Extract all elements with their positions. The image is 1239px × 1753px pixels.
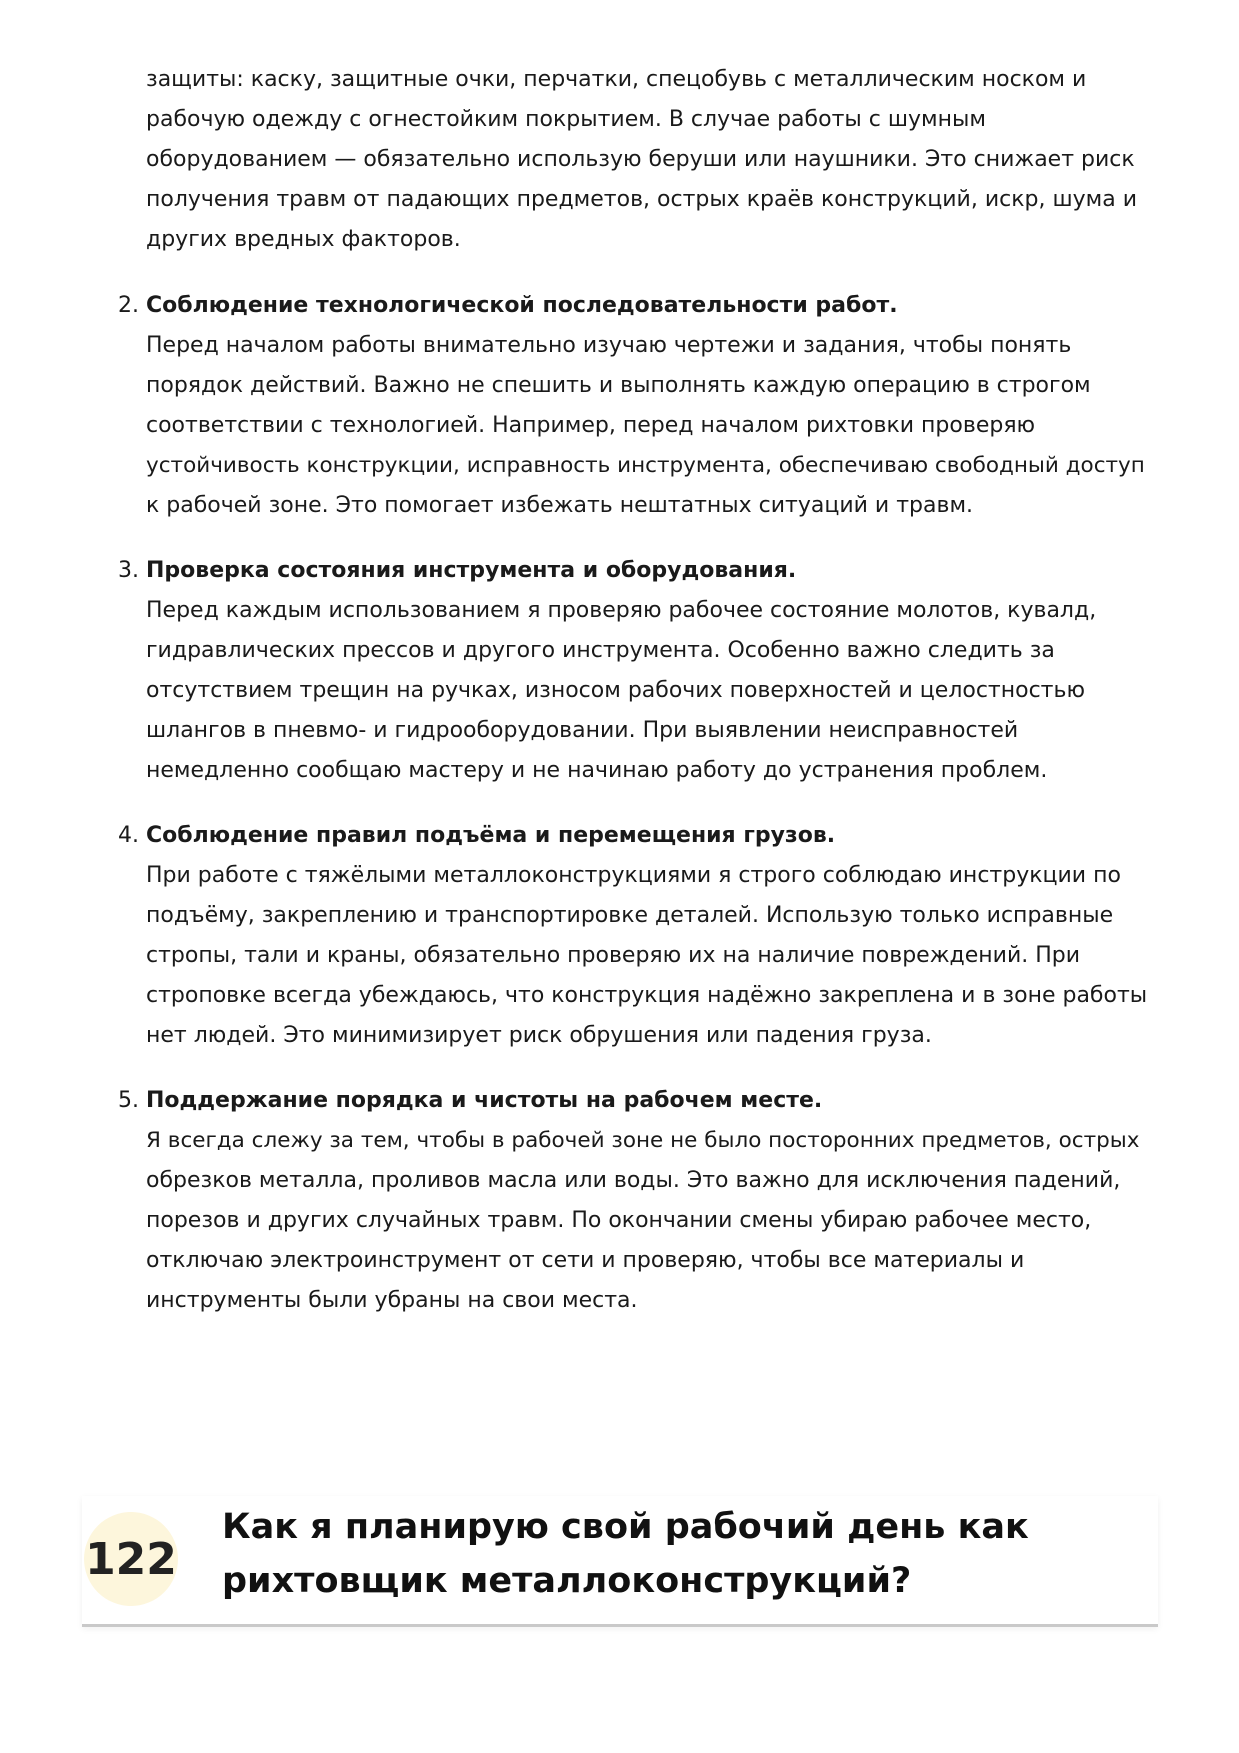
text-line: немедленно сообщаю мастеру и не начинаю работу до устранения проблем. xyxy=(146,758,1048,783)
text-line: инструменты были убраны на свои места. xyxy=(146,1288,638,1313)
text-line: получения травм от падающих предметов, острых краёв конструкций, искр, шума и xyxy=(146,187,1137,212)
chapter-title-line: рихтовщик металлоконструкций? xyxy=(222,1561,912,1601)
text-line: шлангов в пневмо- и гидрооборудовании. При выявлении неисправностей xyxy=(146,718,1019,743)
list-item-body xyxy=(146,591,1156,791)
text-line: оборудованием — обязательно использую беруши или наушники. Это снижает риск xyxy=(146,147,1135,172)
text-line: других вредных факторов. xyxy=(146,227,461,252)
list-item-number: 5. xyxy=(118,1088,139,1113)
numbered-list xyxy=(118,286,1156,1346)
text-line: рабочую одежду с огнестойким покрытием. В случае работы с шумным xyxy=(146,107,986,132)
list-item xyxy=(118,551,1156,791)
text-line: отключаю электроинструмент от сети и проверяю, чтобы все материалы и xyxy=(146,1248,1025,1273)
text-line: подъёму, закреплению и транспортировке деталей. Использую только исправные xyxy=(146,903,1114,928)
text-line: стропы, тали и краны, обязательно проверяю их на наличие повреждений. При xyxy=(146,943,1081,968)
text-line: порезов и других случайных травм. По окончании смены убираю рабочее место, xyxy=(146,1208,1092,1233)
list-item xyxy=(118,816,1156,1056)
list-item-number: 2. xyxy=(118,293,139,318)
list-item xyxy=(118,286,1156,526)
list-item-number: 4. xyxy=(118,823,139,848)
text-line: нет людей. Это минимизирует риск обрушения или падения груза. xyxy=(146,1023,932,1048)
list-item-title: Поддержание порядка и чистоты на рабочем месте. xyxy=(146,1088,823,1113)
text-line: Перед каждым использованием я проверяю рабочее состояние молотов, кувалд, xyxy=(146,598,1097,623)
text-line: к рабочей зоне. Это помогает избежать нештатных ситуаций и травм. xyxy=(146,493,974,518)
text-line: Я всегда слежу за тем, чтобы в рабочей зоне не было посторонних предметов, острых xyxy=(146,1128,1140,1153)
chapter-heading-card xyxy=(82,1496,1158,1627)
list-item-title: Соблюдение технологической последовательности работ. xyxy=(146,293,898,318)
text-line: При работе с тяжёлыми металлоконструкциями я строго соблюдаю инструкции по xyxy=(146,863,1121,888)
list-item-title: Проверка состояния инструмента и оборудования. xyxy=(146,558,797,583)
text-line: гидравлических прессов и другого инструмента. Особенно важно следить за xyxy=(146,638,1055,663)
chapter-title xyxy=(222,1500,1122,1608)
list-item-body xyxy=(146,856,1156,1056)
list-item xyxy=(118,1081,1156,1321)
text-line: соответствии с технологией. Например, перед началом рихтовки проверяю xyxy=(146,413,1036,438)
intro-paragraph xyxy=(146,60,1156,260)
text-line: защиты: каску, защитные очки, перчатки, спецобувь с металлическим носком и xyxy=(146,67,1087,92)
list-item-body xyxy=(146,1121,1156,1321)
list-item-number: 3. xyxy=(118,558,139,583)
text-line: строповке всегда убеждаюсь, что конструкция надёжно закреплена и в зоне работы xyxy=(146,983,1148,1008)
text-line: устойчивость конструкции, исправность инструмента, обеспечиваю свободный доступ xyxy=(146,453,1145,478)
chapter-number-badge: 122 xyxy=(84,1512,178,1606)
list-item-body xyxy=(146,326,1156,526)
text-line: обрезков металла, проливов масла или воды. Это важно для исключения падений, xyxy=(146,1168,1121,1193)
list-item-title: Соблюдение правил подъёма и перемещения грузов. xyxy=(146,823,836,848)
text-line: отсутствием трещин на ручках, износом рабочих поверхностей и целостностью xyxy=(146,678,1085,703)
chapter-title-line: Как я планирую свой рабочий день как xyxy=(222,1507,1029,1547)
text-line: Перед началом работы внимательно изучаю чертежи и задания, чтобы понять xyxy=(146,333,1072,358)
text-line: порядок действий. Важно не спешить и выполнять каждую операцию в строгом xyxy=(146,373,1091,398)
